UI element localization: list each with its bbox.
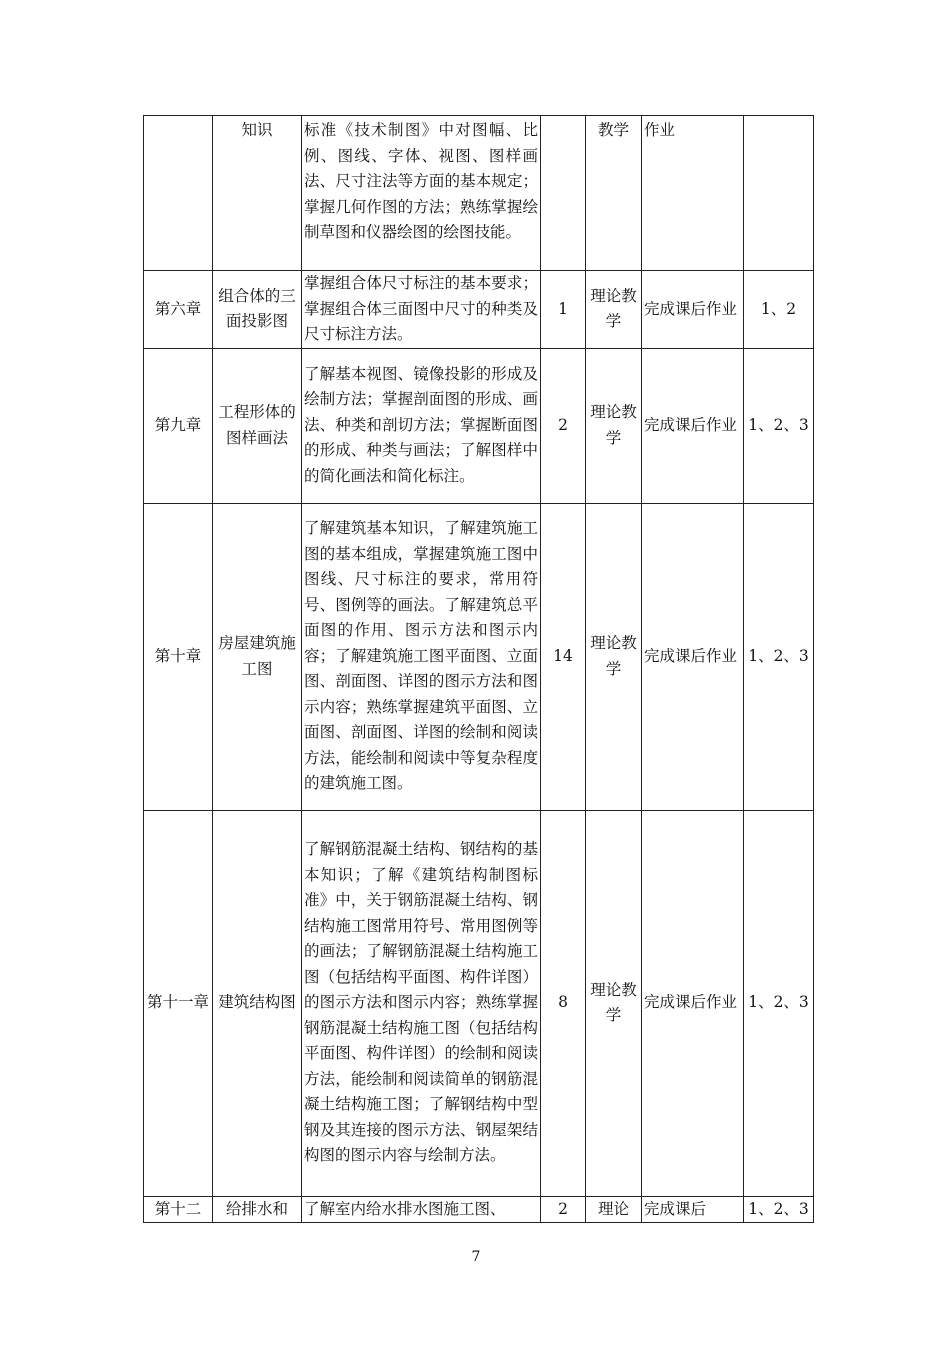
table-row: [144, 271, 814, 349]
objectives-cell: [744, 116, 814, 271]
homework-cell: 作业: [642, 116, 744, 271]
method-cell: 理论教学: [586, 271, 642, 349]
homework-cell: 完成课后作业: [642, 271, 744, 349]
objectives-cell: 1、2、3: [744, 1196, 814, 1223]
requirements-cell: 标准《技术制图》中对图幅、比例、图线、字体、视图、图样画法、尺寸注法等方面的基本规定；掌握几何作图的方法；熟练掌握绘制草图和仪器绘图的绘图技能。: [302, 116, 541, 271]
requirements-cell: 掌握组合体尺寸标注的基本要求；掌握组合体三面图中尺寸的种类及尺寸标注方法。: [302, 271, 541, 349]
hours-cell: 2: [541, 348, 586, 503]
chapter-cell: 第十二: [144, 1196, 213, 1223]
requirements-cell: 了解室内给水排水图施工图、: [302, 1196, 541, 1223]
objectives-cell: 1、2、3: [744, 810, 814, 1196]
method-cell: 理论教学: [586, 348, 642, 503]
table-row: [144, 810, 814, 1196]
syllabus-table: [143, 115, 814, 1223]
table-row: [144, 503, 814, 810]
method-cell: 教学: [586, 116, 642, 271]
chapter-cell: [144, 116, 213, 271]
table-row: [144, 116, 814, 271]
title-cell: 给排水和: [213, 1196, 302, 1223]
page-number: 7: [471, 1249, 481, 1265]
homework-cell: 完成课后作业: [642, 503, 744, 810]
requirements-cell: 了解钢筋混凝土结构、钢结构的基本知识；了解《建筑结构制图标准》中，关于钢筋混凝土结构、钢结构施工图常用符号、常用图例等的画法；了解钢筋混凝土结构施工图（包括结构平面图、构件详图）的图示方法和图示内容；熟练掌握钢筋混凝土结构施工图（包括结构平面图、构件详图）的绘制和阅读方法，能绘制和阅读简单的钢筋混凝土结构施工图；了解钢结构中型钢及其连接的图示方法、钢屋架结构图的图示内容与绘制方法。: [302, 810, 541, 1196]
requirements-cell: 了解基本视图、镜像投影的形成及绘制方法；掌握剖面图的形成、画法、种类和剖切方法；掌握断面图的形成、种类与画法；了解图样中的简化画法和简化标注。: [302, 348, 541, 503]
homework-cell: 完成课后作业: [642, 348, 744, 503]
homework-cell: 完成课后: [642, 1196, 744, 1223]
title-cell: 建筑结构图: [213, 810, 302, 1196]
title-cell: 工程形体的图样画法: [213, 348, 302, 503]
title-cell: 房屋建筑施工图: [213, 503, 302, 810]
chapter-cell: 第十一章: [144, 810, 213, 1196]
chapter-cell: 第九章: [144, 348, 213, 503]
hours-cell: 14: [541, 503, 586, 810]
hours-cell: 8: [541, 810, 586, 1196]
table-row: [144, 1196, 814, 1223]
objectives-cell: 1、2、3: [744, 503, 814, 810]
hours-cell: 1: [541, 271, 586, 349]
objectives-cell: 1、2: [744, 271, 814, 349]
chapter-cell: 第十章: [144, 503, 213, 810]
table-row: [144, 348, 814, 503]
objectives-cell: 1、2、3: [744, 348, 814, 503]
method-cell: 理论教学: [586, 810, 642, 1196]
title-cell: 组合体的三面投影图: [213, 271, 302, 349]
title-cell: 知识: [213, 116, 302, 271]
hours-cell: 2: [541, 1196, 586, 1223]
homework-cell: 完成课后作业: [642, 810, 744, 1196]
hours-cell: [541, 116, 586, 271]
requirements-cell: 了解建筑基本知识，了解建筑施工图的基本组成，掌握建筑施工图中图线、尺寸标注的要求，常用符号、图例等的画法。了解建筑总平面图的作用、图示方法和图示内容；了解建筑施工图平面图、立面图、剖面图、详图的图示方法和图示内容；熟练掌握建筑平面图、立面图、剖面图、详图的绘制和阅读方法，能绘制和阅读中等复杂程度的建筑施工图。: [302, 503, 541, 810]
chapter-cell: 第六章: [144, 271, 213, 349]
method-cell: 理论: [586, 1196, 642, 1223]
method-cell: 理论教学: [586, 503, 642, 810]
